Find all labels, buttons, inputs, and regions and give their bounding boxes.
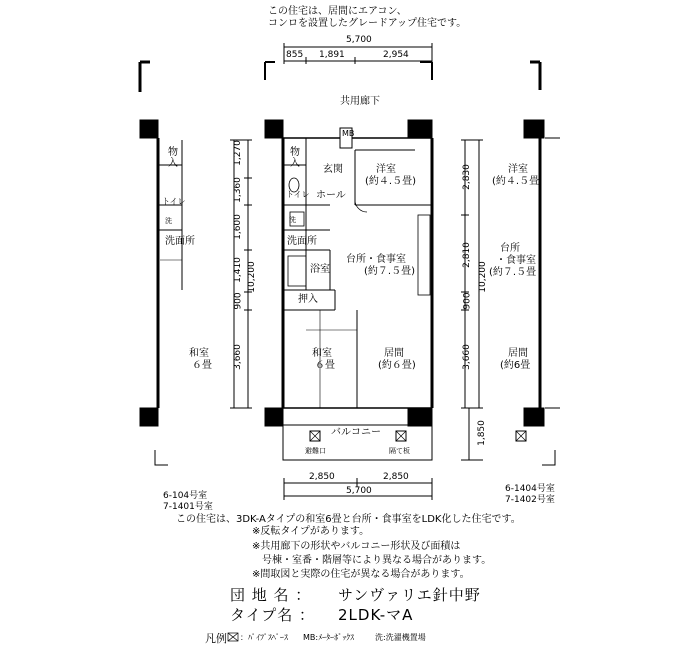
bottom-dimension-1: 2,850 <box>309 472 335 482</box>
western-room-size: (約４.５畳) <box>365 176 416 187</box>
right-dimension-4: 3,660 <box>461 344 472 370</box>
top-total-dimension: 5,700 <box>346 35 372 45</box>
footer-note-4: 号棟・室番・階層等により異なる場合があります。 <box>262 555 492 566</box>
left-room-number-2: 7-1401号室 <box>163 502 213 512</box>
balcony-label: バルコニー <box>331 427 381 438</box>
right-room-number-2: 7-1402号室 <box>505 495 555 505</box>
left-dimension-5: 900 <box>233 292 244 310</box>
top-dimension-3: 2,954 <box>383 50 409 60</box>
hall-label: ホール <box>316 190 346 201</box>
right-kitchen-size: (約７.５畳 <box>489 267 537 278</box>
toilet-label: トイレ <box>286 190 310 199</box>
left-japanese-room-label: 和室 <box>189 348 209 359</box>
japanese-room-size: ６畳 <box>315 360 335 371</box>
left-washer-mark: 洗 <box>165 217 172 225</box>
left-room-number-1: 6-104号室 <box>163 491 208 501</box>
footer-note-3: ※共用廊下の形状やバルコニー形状及び面積は <box>252 541 461 552</box>
meter-box-label: MB <box>342 129 355 138</box>
type-name-value: 2LDK-マA <box>338 606 414 624</box>
left-dimension-1: 1,270 <box>232 140 243 166</box>
top-dimension-2: 1,891 <box>319 50 345 60</box>
washer-mark: 洗 <box>289 216 296 224</box>
footer-note-1: この住宅は、3DK-Aタイプの和室6畳と台所・食事室をLDK化した住宅です。 <box>176 514 521 525</box>
kitchen-dining-size: (約７.５畳) <box>364 266 415 277</box>
kitchen-dining-label: 台所・食事室 <box>346 254 406 265</box>
right-living-room-label: 居間 <box>508 348 528 359</box>
right-dimension-2: 2,810 <box>461 242 472 268</box>
left-dimension-4: 1,410 <box>232 257 243 283</box>
partition-board-label: 隔て板 <box>389 447 410 455</box>
right-kitchen-label-b: ・食事室 <box>496 255 536 266</box>
left-toilet-label: トイレ <box>162 197 186 206</box>
genkan-label: 玄関 <box>323 164 343 175</box>
right-dimension-1: 2,830 <box>461 164 472 190</box>
legend-pipe-space: ：ﾊﾟｲﾌﾟｽﾍﾟｰｽ <box>240 633 288 642</box>
property-name-label: 団 地 名 ： <box>230 586 312 604</box>
left-dimension-2: 1,360 <box>232 177 243 203</box>
japanese-room-label: 和室 <box>312 348 332 359</box>
corridor-label: 共用廊下 <box>340 96 380 107</box>
living-room-label: 居間 <box>384 348 404 359</box>
living-room-size: (約６畳) <box>378 360 416 371</box>
right-living-room-size: (約6畳 <box>500 360 531 371</box>
right-kitchen-label-a: 台所 <box>500 243 520 254</box>
bottom-dimension-2: 2,850 <box>383 472 409 482</box>
left-storage-label: 物入 <box>168 147 178 169</box>
left-dimension-6: 3,660 <box>232 344 243 370</box>
footer-note-5: ※間取図と実際の住宅が異なる場合があります。 <box>252 569 470 580</box>
left-washroom-label: 洗面所 <box>165 236 195 247</box>
bathroom-label: 浴室 <box>310 264 330 275</box>
property-name-value: サンヴァリエ針中野 <box>338 586 481 604</box>
legend-washer: 洗:洗濯機置場 <box>375 633 426 642</box>
western-room-label: 洋室 <box>376 164 396 175</box>
storage-label-top: 物入 <box>290 147 300 169</box>
closet-label: 押入 <box>298 294 318 305</box>
balcony-depth-dimension: 1,850 <box>476 420 487 446</box>
right-western-room-label: 洋室 <box>508 164 528 175</box>
left-total-dimension: 10,200 <box>246 261 257 293</box>
washroom-label: 洗面所 <box>287 236 317 247</box>
right-western-room-size: (約４.５畳 <box>492 176 540 187</box>
header-note-line-1: この住宅は、居間にエアコン、 <box>268 6 407 17</box>
right-total-dimension: 10,200 <box>477 261 488 293</box>
escape-hatch-label: 避難口 <box>305 447 326 455</box>
left-dimension-3: 1,600 <box>232 214 243 240</box>
legend-title: 凡例 <box>205 632 227 645</box>
right-room-number-1: 6-1404号室 <box>505 484 555 494</box>
left-japanese-room-size: ６畳 <box>192 360 212 371</box>
footer-note-2: ※反転タイプがあります。 <box>252 526 370 537</box>
top-dimension-1: 855 <box>286 50 304 60</box>
right-dimension-3: 900 <box>462 292 473 310</box>
bottom-total-dimension: 5,700 <box>346 486 372 496</box>
header-note-line-2: コンロを設置したグレードアップ住宅です。 <box>268 18 467 29</box>
type-name-label: タイプ名 ： <box>230 606 316 624</box>
legend-meter-box: MB:ﾒｰﾀｰﾎﾞｯｸｽ <box>303 633 355 642</box>
